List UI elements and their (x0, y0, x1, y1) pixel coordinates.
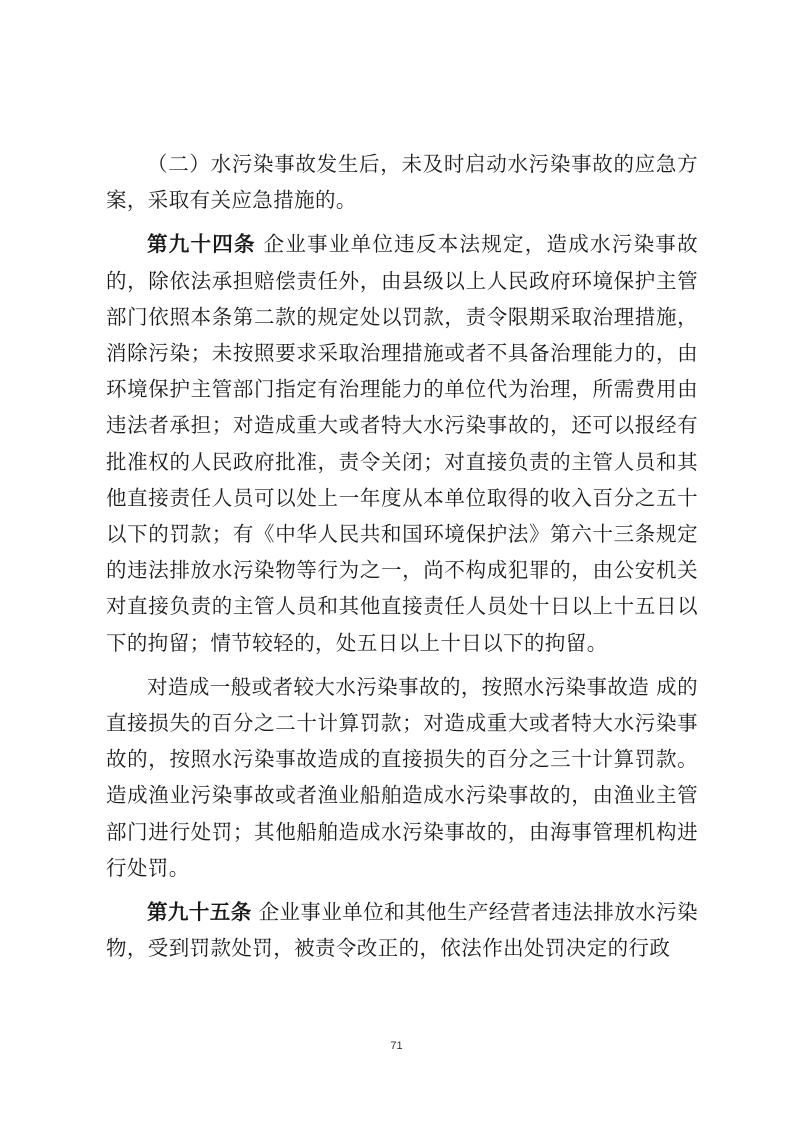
article-94-text: 企业事业单位违反本法规定，造成水污染事故的，除依法承担赔偿责任外，由县级以上人民政府环境保护主管部门依照本条第二款的规定处以罚款，责令限期采取治理措施，消除污染；未按照要求采取治理措施或者不具备治理能力的，由环境保护主管部门指定有治理能力的单位代为治理，所需费用由违法者承担；对造成重大或者特大水污染事故的，还可以报经有批准权的人民政府批准，责令关闭；对直接负责的主管人员和其他直接责任人员可以处上一年度从本单位取得的收入百分之五十以下的罚款；有《中华人民共和国环境保护法》第六十三条规定的违法排放水污染物等行为之一，尚不构成犯罪的，由公安机关对直接负责的主管人员和其他直接责任人员处十日以上十五日以下的拘留；情节较轻的，处五日以上十日以下的拘留。 (106, 232, 699, 655)
paragraph-text: （二）水污染事故发生后，未及时启动水污染事故的应急方案，采取有关应急措施的。 (106, 152, 698, 213)
page-number: 71 (390, 1040, 403, 1052)
document-body (106, 146, 698, 966)
paragraph-text: 对造成一般或者较大水污染事故的，按照水污染事故造 成的直接损失的百分之二十计算罚款；对造成重大或者特大水污染事故的，按照水污染事故造成的直接损失的百分之三十计算罚款。造成渔业污染事故或者渔业船舶造成水污染事故的，由渔业主管部门进行处罚；其他船舶造成水污染事故的，由海事管理机构进行处罚。 (106, 674, 698, 880)
paragraph-item-2-clause (106, 146, 698, 218)
article-95-paragraph (106, 894, 698, 966)
article-94-label: 第九十四条 (147, 232, 256, 257)
article-95-label: 第九十五条 (147, 900, 252, 925)
article-94-second-paragraph (106, 669, 698, 886)
article-95-text: 企业事业单位和其他生产经营者违法排放水污染物，受到罚款处罚，被责令改正的，依法作出处罚决定的行政 (106, 900, 698, 961)
article-94-paragraph (106, 226, 698, 660)
